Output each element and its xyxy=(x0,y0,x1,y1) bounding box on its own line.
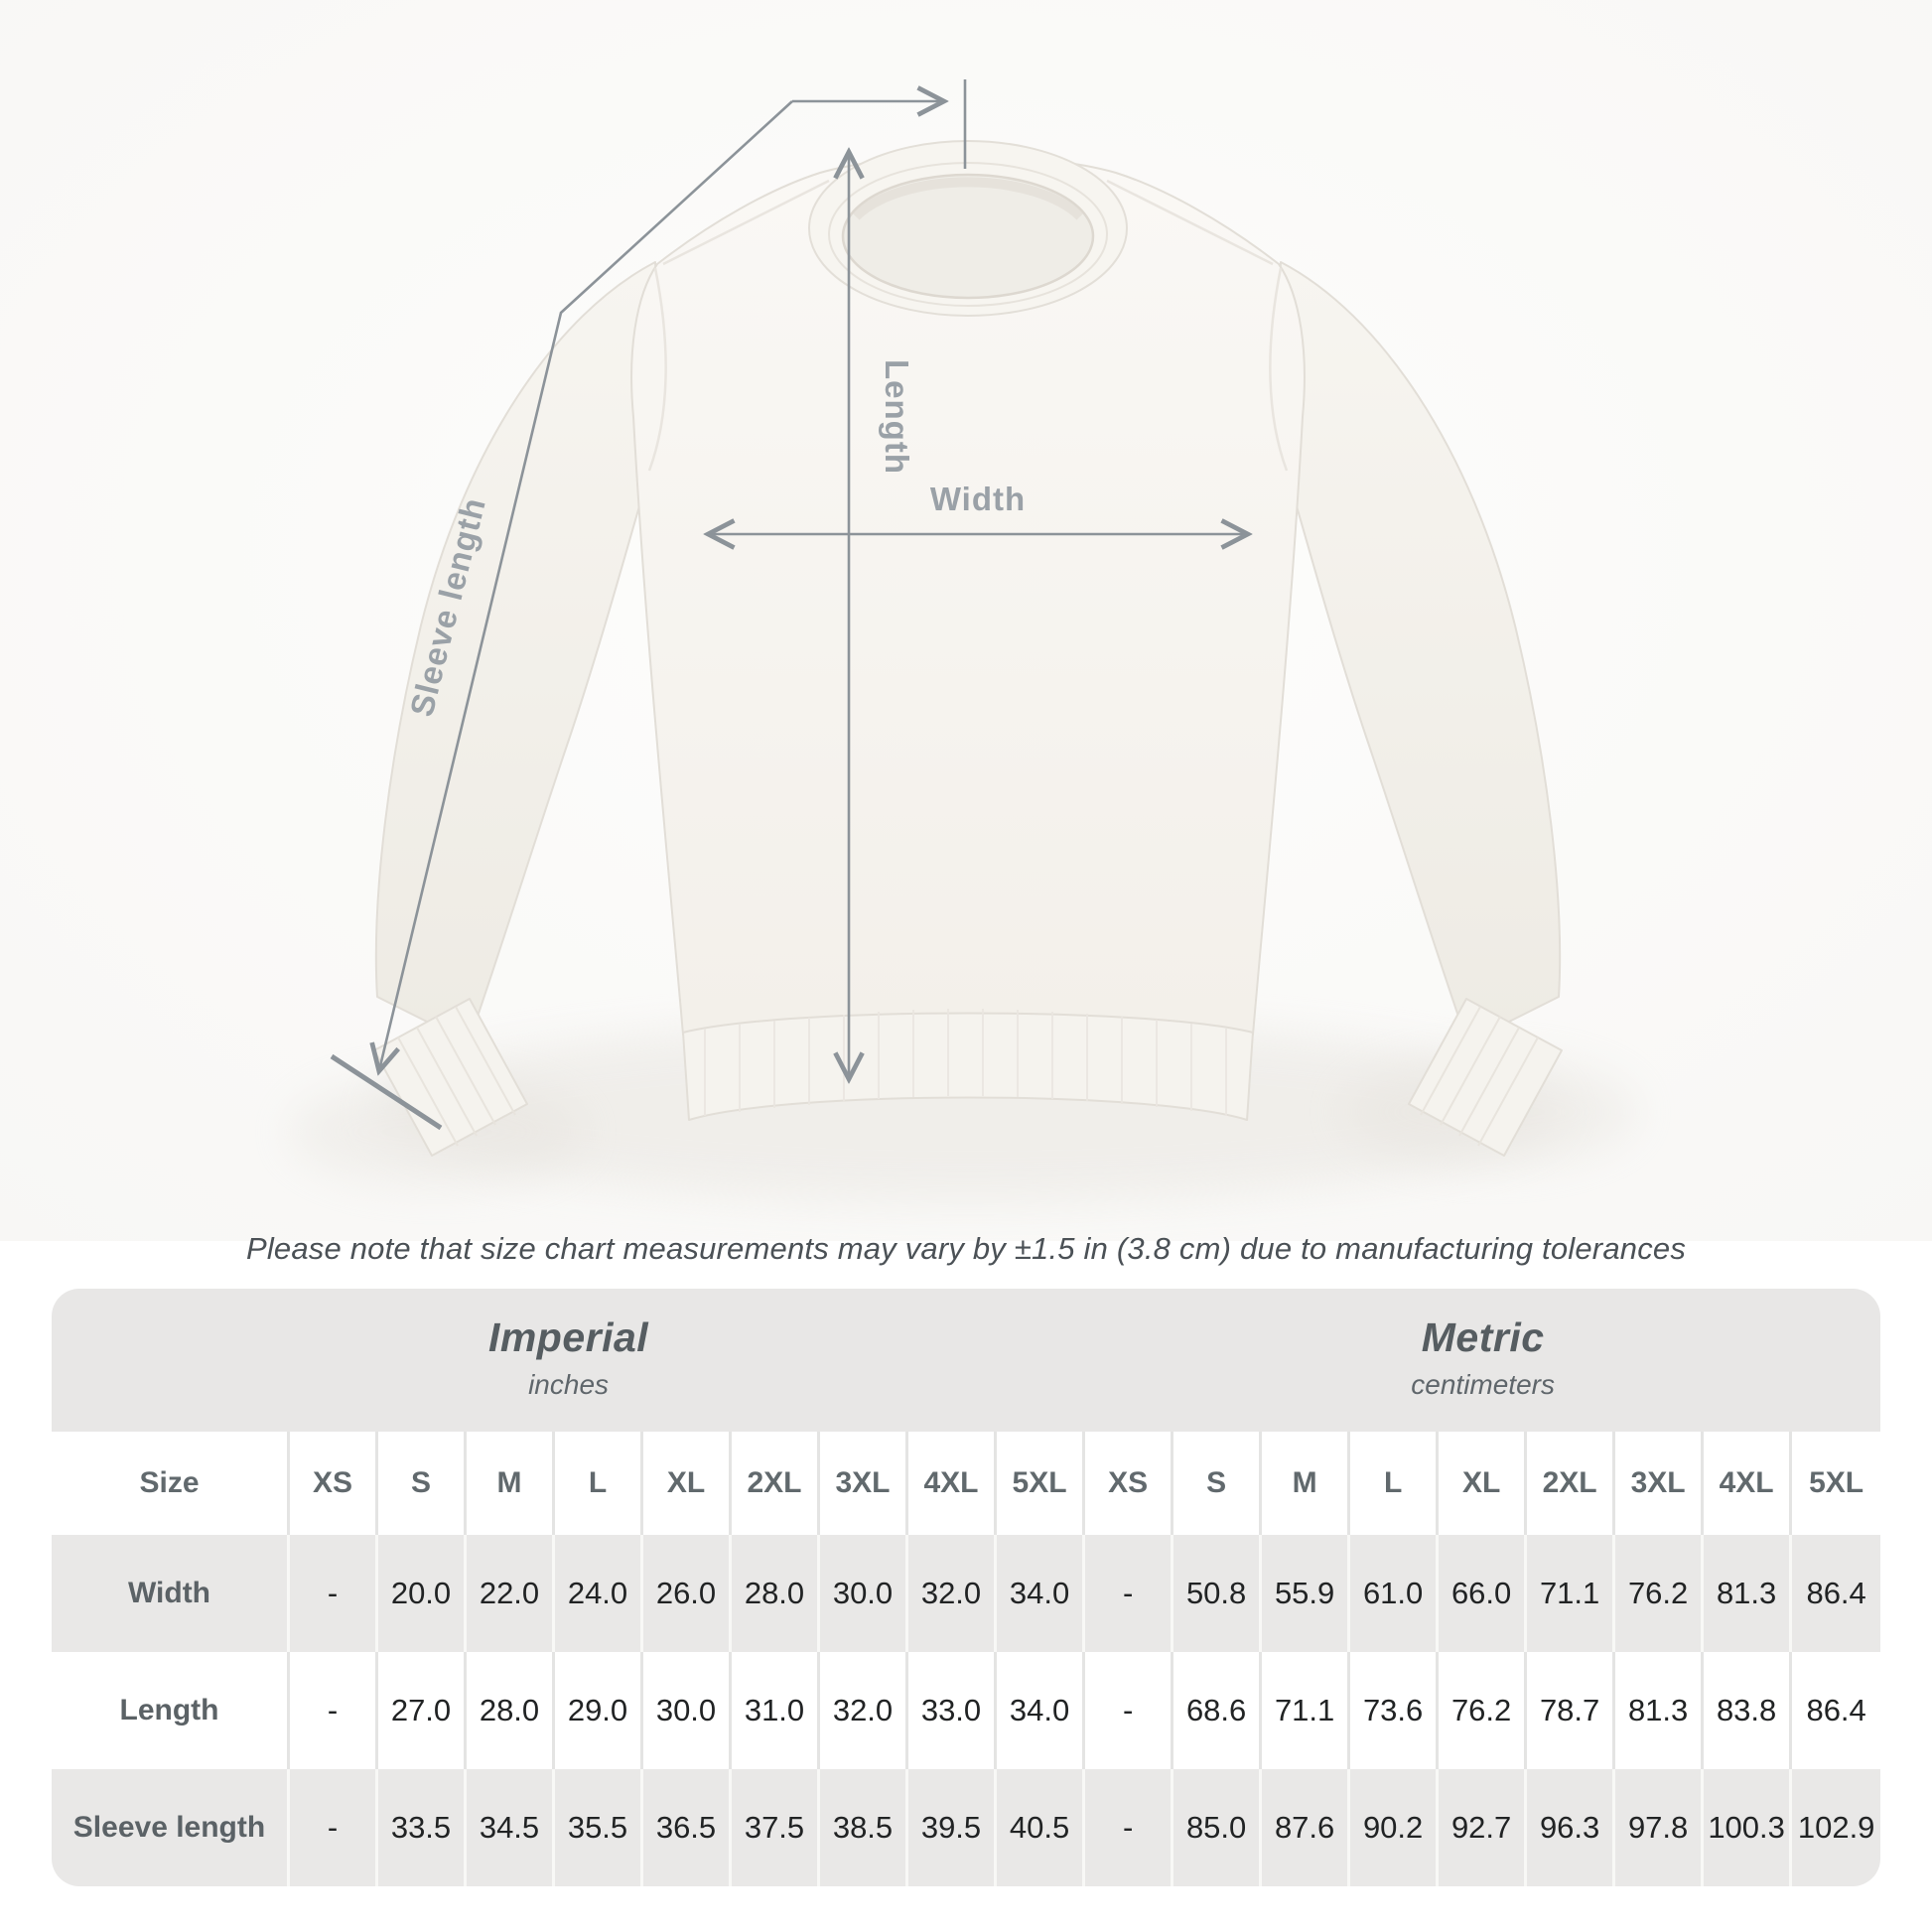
length-imperial-2xl: 31.0 xyxy=(732,1652,820,1769)
length-metric-5xl: 86.4 xyxy=(1792,1652,1880,1769)
length-label: Length xyxy=(879,359,915,475)
tolerance-note: Please note that size chart measurements may vary by ±1.5 in (3.8 cm) due to manufacturing tolerances xyxy=(245,1231,1687,1266)
size-col-metric-m: M xyxy=(1262,1432,1350,1535)
sleeve-length-row xyxy=(52,1769,1880,1886)
sleeve-imperial-xl: 36.5 xyxy=(643,1769,732,1886)
size-col-imperial-4xl: 4XL xyxy=(908,1432,997,1535)
length-imperial-xl: 30.0 xyxy=(643,1652,732,1769)
width-imperial-xs: - xyxy=(290,1535,378,1652)
size-corner-label: Size xyxy=(52,1432,290,1535)
length-metric-2xl: 78.7 xyxy=(1527,1652,1615,1769)
size-col-imperial-m: M xyxy=(467,1432,555,1535)
sleeve-imperial-3xl: 38.5 xyxy=(820,1769,908,1886)
metric-subtitle: centimeters xyxy=(1411,1369,1555,1400)
row-label-width: Width xyxy=(52,1535,290,1652)
sleeve-imperial-5xl: 40.5 xyxy=(997,1769,1085,1886)
size-col-imperial-3xl: 3XL xyxy=(820,1432,908,1535)
sleeve-imperial-xs: - xyxy=(290,1769,378,1886)
size-col-imperial-5xl: 5XL xyxy=(997,1432,1085,1535)
width-metric-3xl: 76.2 xyxy=(1615,1535,1704,1652)
width-imperial-m: 22.0 xyxy=(467,1535,555,1652)
length-imperial-l: 29.0 xyxy=(555,1652,643,1769)
unit-header-row xyxy=(52,1289,1880,1432)
length-metric-4xl: 83.8 xyxy=(1704,1652,1792,1769)
width-metric-l: 61.0 xyxy=(1350,1535,1439,1652)
size-col-metric-s: S xyxy=(1173,1432,1262,1535)
collar xyxy=(809,141,1127,316)
width-metric-xs: - xyxy=(1085,1535,1173,1652)
length-metric-s: 68.6 xyxy=(1173,1652,1262,1769)
sleeve-metric-xs: - xyxy=(1085,1769,1173,1886)
sleeve-imperial-l: 35.5 xyxy=(555,1769,643,1886)
length-metric-l: 73.6 xyxy=(1350,1652,1439,1769)
sleeve-metric-xl: 92.7 xyxy=(1439,1769,1527,1886)
length-row xyxy=(52,1652,1880,1769)
size-col-imperial-2xl: 2XL xyxy=(732,1432,820,1535)
width-imperial-l: 24.0 xyxy=(555,1535,643,1652)
imperial-header xyxy=(52,1289,1085,1432)
row-label-sleeve-length: Sleeve length xyxy=(52,1769,290,1886)
metric-title: Metric xyxy=(1421,1314,1545,1360)
metric-header xyxy=(1085,1289,1880,1432)
size-col-metric-5xl: 5XL xyxy=(1792,1432,1880,1535)
width-metric-5xl: 86.4 xyxy=(1792,1535,1880,1652)
sleeve-length-label: Sleeve length xyxy=(402,493,493,721)
sleeve-metric-5xl: 102.9 xyxy=(1792,1769,1880,1886)
length-imperial-5xl: 34.0 xyxy=(997,1652,1085,1769)
size-chart-table xyxy=(52,1289,1880,1886)
width-imperial-5xl: 34.0 xyxy=(997,1535,1085,1652)
size-col-imperial-l: L xyxy=(555,1432,643,1535)
length-imperial-4xl: 33.0 xyxy=(908,1652,997,1769)
width-imperial-s: 20.0 xyxy=(378,1535,467,1652)
length-metric-3xl: 81.3 xyxy=(1615,1652,1704,1769)
length-metric-xl: 76.2 xyxy=(1439,1652,1527,1769)
width-label: Width xyxy=(929,481,1027,517)
length-imperial-xs: - xyxy=(290,1652,378,1769)
width-metric-m: 55.9 xyxy=(1262,1535,1350,1652)
width-metric-s: 50.8 xyxy=(1173,1535,1262,1652)
width-metric-2xl: 71.1 xyxy=(1527,1535,1615,1652)
width-row xyxy=(52,1535,1880,1652)
sleeve-imperial-m: 34.5 xyxy=(467,1769,555,1886)
width-imperial-xl: 26.0 xyxy=(643,1535,732,1652)
sleeve-metric-m: 87.6 xyxy=(1262,1769,1350,1886)
sleeve-imperial-s: 33.5 xyxy=(378,1769,467,1886)
length-metric-m: 71.1 xyxy=(1262,1652,1350,1769)
width-imperial-3xl: 30.0 xyxy=(820,1535,908,1652)
length-imperial-s: 27.0 xyxy=(378,1652,467,1769)
size-chart xyxy=(52,1289,1880,1886)
size-col-metric-l: L xyxy=(1350,1432,1439,1535)
length-metric-xs: - xyxy=(1085,1652,1173,1769)
size-col-imperial-s: S xyxy=(378,1432,467,1535)
size-col-metric-xs: XS xyxy=(1085,1432,1173,1535)
length-imperial-m: 28.0 xyxy=(467,1652,555,1769)
size-col-imperial-xl: XL xyxy=(643,1432,732,1535)
size-col-imperial-xs: XS xyxy=(290,1432,378,1535)
sleeve-metric-3xl: 97.8 xyxy=(1615,1769,1704,1886)
width-metric-xl: 66.0 xyxy=(1439,1535,1527,1652)
size-col-metric-xl: XL xyxy=(1439,1432,1527,1535)
sleeve-imperial-4xl: 39.5 xyxy=(908,1769,997,1886)
imperial-title: Imperial xyxy=(487,1314,649,1360)
width-imperial-2xl: 28.0 xyxy=(732,1535,820,1652)
width-imperial-4xl: 32.0 xyxy=(908,1535,997,1652)
width-metric-4xl: 81.3 xyxy=(1704,1535,1792,1652)
row-label-length: Length xyxy=(52,1652,290,1769)
sleeve-metric-s: 85.0 xyxy=(1173,1769,1262,1886)
sleeve-imperial-2xl: 37.5 xyxy=(732,1769,820,1886)
imperial-subtitle: inches xyxy=(528,1369,610,1400)
sleeve-metric-4xl: 100.3 xyxy=(1704,1769,1792,1886)
size-col-metric-4xl: 4XL xyxy=(1704,1432,1792,1535)
sleeve-metric-2xl: 96.3 xyxy=(1527,1769,1615,1886)
size-col-metric-3xl: 3XL xyxy=(1615,1432,1704,1535)
sleeve-metric-l: 90.2 xyxy=(1350,1769,1439,1886)
length-imperial-3xl: 32.0 xyxy=(820,1652,908,1769)
size-header-row xyxy=(52,1432,1880,1535)
size-col-metric-2xl: 2XL xyxy=(1527,1432,1615,1535)
